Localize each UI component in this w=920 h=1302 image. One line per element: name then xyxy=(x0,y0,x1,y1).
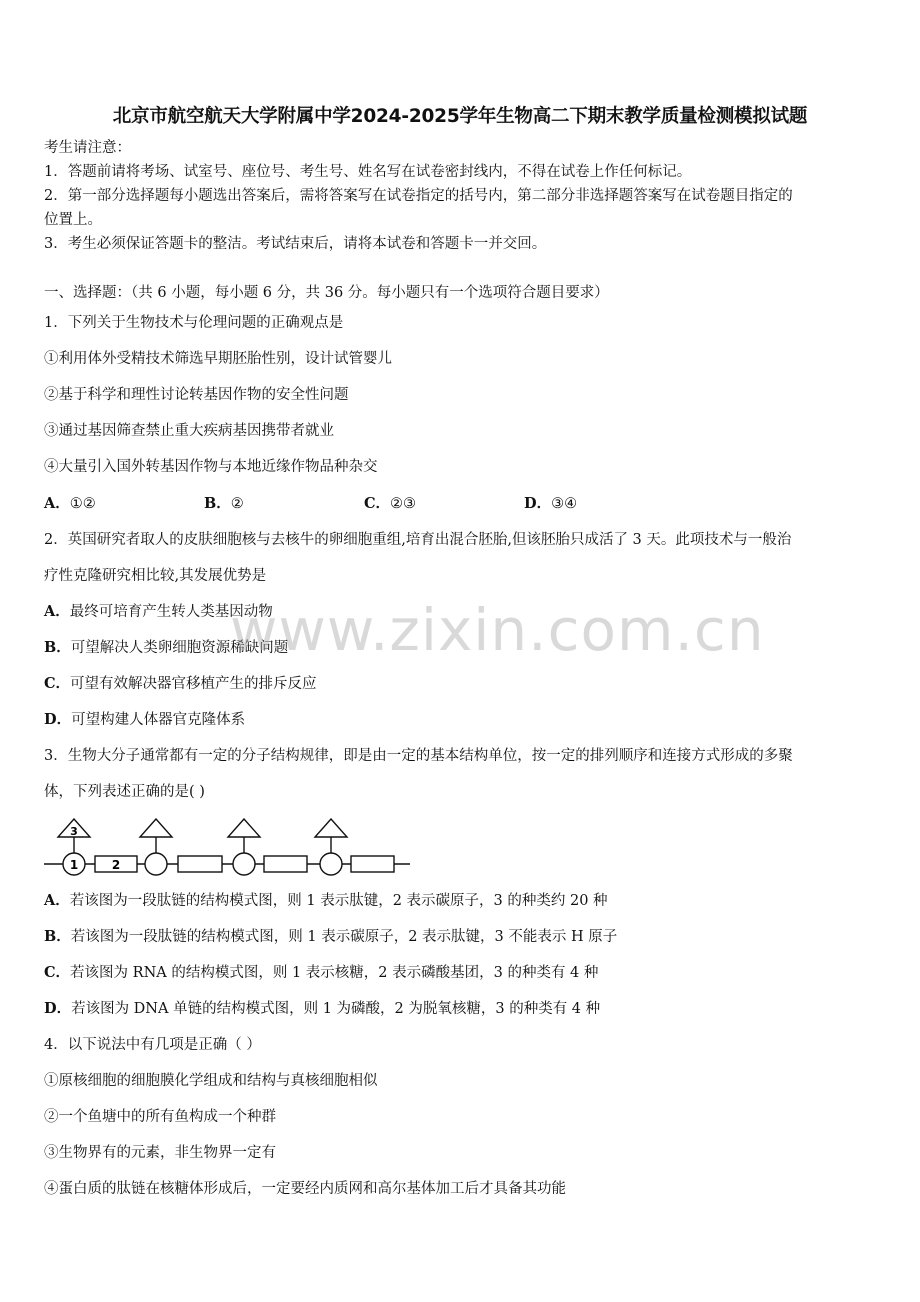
q1-option-a: A．①② xyxy=(44,495,96,512)
q2-option-d: D．可望构建人体器官克隆体系 xyxy=(44,711,246,728)
notice-item-3: 3．考生必须保证答题卡的整洁。考试结束后，请将本试卷和答题卡一并交回。 xyxy=(44,236,547,252)
q1-statement-2: ②基于科学和理性讨论转基因作物的安全性问题 xyxy=(44,387,349,403)
q4-statement-2: ②一个鱼塘中的所有鱼构成一个种群 xyxy=(44,1109,276,1125)
q4-statement-3: ③生物界有的元素，非生物界一定有 xyxy=(44,1145,276,1161)
base-triangle xyxy=(315,819,347,837)
q2-stem-1: 2．英国研究者取人的皮肤细胞核与去核牛的卵细胞重组,培育出混合胚胎,但该胚胎只成活了 3 天。此项技术与一般治 xyxy=(44,532,792,548)
q1-option-b: B．② xyxy=(204,495,244,512)
q3-option-c: C．若该图为 RNA 的结构模式图，则 1 表示核糖，2 表示磷酸基团，3 的种类有 4 种 xyxy=(44,964,599,981)
q4-statement-4: ④蛋白质的肽链在核糖体形成后，一定要经内质网和高尔基体加工后才具备其功能 xyxy=(44,1181,566,1197)
q2-option-c: C．可望有效解决器官移植产生的排斥反应 xyxy=(44,675,317,692)
q4-stem: 4．以下说法中有几项是正确（ ） xyxy=(44,1037,261,1053)
q1-stem: 1．下列关于生物技术与伦理问题的正确观点是 xyxy=(44,315,344,331)
q3-stem-2: 体，下列表述正确的是( ) xyxy=(44,784,205,800)
q1-statement-3: ③通过基因筛查禁止重大疾病基因携带者就业 xyxy=(44,423,334,439)
notice-item-1: 1．答题前请将考场、试室号、座位号、考生号、姓名写在试卷密封线内，不得在试卷上作任何标记。 xyxy=(44,164,692,180)
q1-option-d: D．③④ xyxy=(524,495,578,512)
q3-option-d: D．若该图为 DNA 单链的结构模式图，则 1 为磷酸，2 为脱氧核糖，3 的种类有 4 种 xyxy=(44,1000,601,1017)
q3-stem-1: 3．生物大分子通常都有一定的分子结构规律，即是由一定的基本结构单位，按一定的排列顺序和连接方式形成的多聚 xyxy=(44,748,793,764)
q4-statement-1: ①原核细胞的细胞膜化学组成和结构与真核细胞相似 xyxy=(44,1073,378,1089)
link-rect xyxy=(178,856,222,872)
notice-item-2-cont: 位置上。 xyxy=(44,212,102,228)
q2-stem-2: 疗性克隆研究相比较,其发展优势是 xyxy=(44,568,267,584)
notice-heading: 考生请注意： xyxy=(44,140,131,156)
q3-option-a: A．若该图为一段肽链的结构模式图，则 1 表示肽键，2 表示碳原子，3 的种类约 20 种 xyxy=(44,892,608,909)
label-2: 2 xyxy=(111,858,121,872)
page-title: 北京市航空航天大学附属中学2024-2025学年生物高二下期末教学质量检测模拟试题 xyxy=(112,106,808,127)
section-title: 一、选择题：（共 6 小题，每小题 6 分，共 36 分。每小题只有一个选项符合题目要求） xyxy=(44,285,609,301)
q2-option-b: B．可望解决人类卵细胞资源稀缺问题 xyxy=(44,639,289,656)
label-1: 1 xyxy=(69,858,79,872)
notice-item-2: 2．第一部分选择题每小题选出答案后，需将答案写在试卷指定的括号内，第二部分非选择题答案写在试卷题目指定的 xyxy=(44,188,793,204)
link-rect xyxy=(264,856,307,872)
base-triangle xyxy=(228,819,260,837)
q3-option-b: B．若该图为一段肽链的结构模式图，则 1 表示碳原子，2 表示肽键，3 不能表示 H 原子 xyxy=(44,928,618,945)
q1-statement-4: ④大量引入国外转基因作物与本地近缘作物品种杂交 xyxy=(44,459,378,475)
q1-option-c: C．②③ xyxy=(364,495,417,512)
polymer-structure-diagram xyxy=(44,818,414,880)
unit-circle xyxy=(233,853,255,875)
q2-option-a: A．最终可培育产生转人类基因动物 xyxy=(44,603,273,620)
label-3: 3 xyxy=(70,825,78,838)
watermark: www.zixin.com.cn xyxy=(230,596,765,664)
unit-circle xyxy=(145,853,167,875)
base-triangle xyxy=(140,819,172,837)
unit-circle xyxy=(320,853,342,875)
q1-statement-1: ①利用体外受精技术筛选早期胚胎性别，设计试管婴儿 xyxy=(44,351,392,367)
link-rect xyxy=(351,856,394,872)
